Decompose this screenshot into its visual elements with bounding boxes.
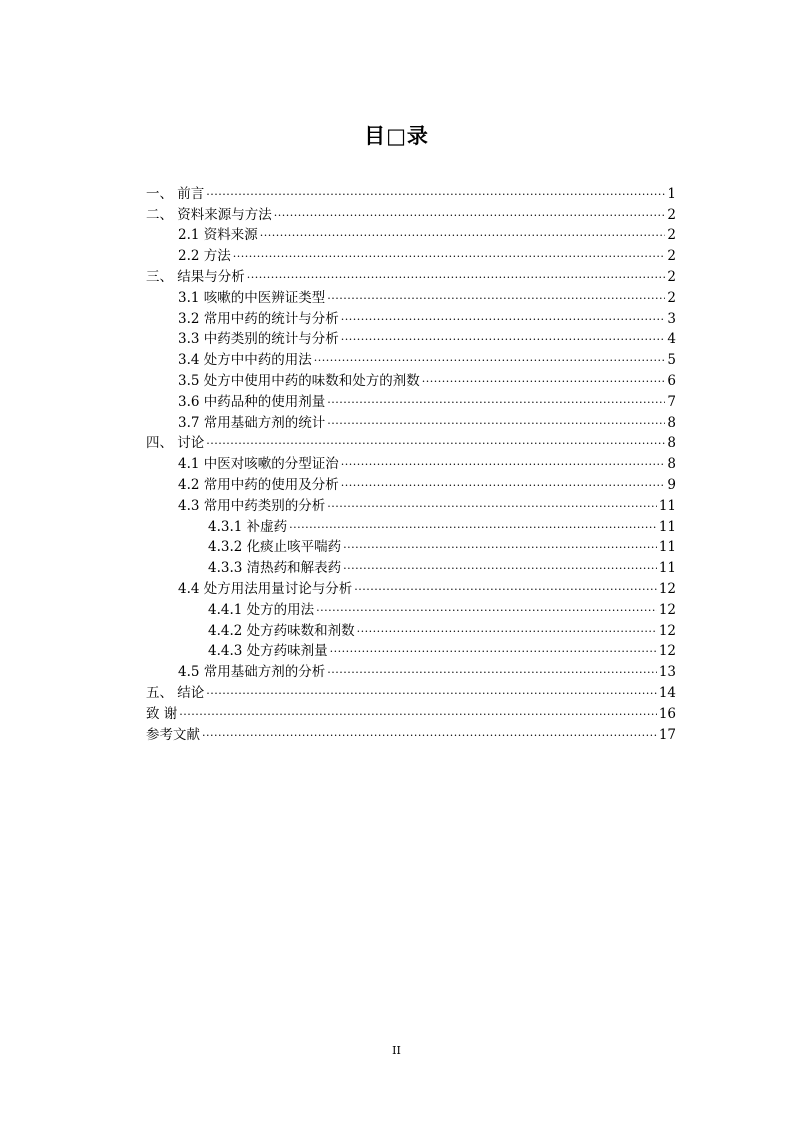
toc-dot-leader (233, 247, 666, 265)
toc-dot-leader (202, 726, 657, 744)
toc-entry[interactable] (146, 203, 676, 224)
toc-entry-page: 3 (667, 310, 676, 327)
toc-entry[interactable] (146, 244, 676, 265)
toc-entry-page: 16 (658, 705, 676, 722)
toc-dot-leader (206, 185, 665, 203)
toc-entry-page: 8 (667, 456, 676, 473)
toc-entry-page: 4 (667, 331, 676, 348)
toc-entry[interactable] (146, 702, 676, 723)
toc-entry-page: 2 (667, 206, 676, 223)
toc-dot-leader (341, 476, 666, 494)
toc-entry-label: 3.5 处方中使用中药的味数和处方的剂数 (178, 372, 420, 389)
toc-entry-label: 4.3.1 补虚药 (208, 518, 288, 535)
toc-entry-page: 13 (658, 664, 676, 681)
toc-entry[interactable] (146, 619, 676, 640)
toc-entry-label: 3.2 常用中药的统计与分析 (178, 310, 339, 327)
toc-entry-label: 致 谢 (146, 705, 178, 722)
toc-dot-leader (327, 289, 665, 307)
toc-entry[interactable] (146, 452, 676, 473)
toc-entry-label: 4.4.2 处方药味数和剂数 (208, 622, 355, 639)
toc-entry[interactable] (146, 224, 676, 245)
toc-entry-label: 4.3.3 清热药和解表药 (208, 560, 342, 577)
toc-entry-label: 三、 结果与分析 (146, 268, 245, 285)
toc-entry[interactable] (146, 286, 676, 307)
toc-dot-leader (330, 642, 657, 660)
page-title: 目□录 (364, 124, 429, 148)
toc-entry[interactable] (146, 182, 676, 203)
toc-entry-page: 11 (658, 560, 676, 577)
toc-dot-leader (343, 538, 657, 556)
page-number: II (392, 1044, 401, 1057)
toc-entry-label: 4.4.1 处方的用法 (208, 601, 315, 618)
toc-entry-label: 3.3 中药类别的统计与分析 (178, 331, 339, 348)
toc-dot-leader (327, 414, 665, 432)
toc-entry-page: 12 (658, 580, 676, 597)
toc-entry[interactable] (146, 307, 676, 328)
toc-dot-leader (343, 559, 657, 577)
toc-entry-page: 2 (667, 268, 676, 285)
toc-entry-page: 12 (658, 622, 676, 639)
toc-dot-leader (327, 663, 657, 681)
toc-entry[interactable] (146, 536, 676, 557)
toc-entry-label: 3.7 常用基础方剂的统计 (178, 414, 326, 431)
toc-entry[interactable] (146, 411, 676, 432)
toc-dot-leader (327, 497, 657, 515)
toc-entry-label: 参考文献 (146, 726, 200, 743)
toc-entry-label: 四、 讨论 (146, 435, 205, 452)
toc-dot-leader (341, 455, 666, 473)
toc-entry-page: 12 (658, 643, 676, 660)
toc-entry-page: 8 (667, 435, 676, 452)
toc-dot-leader (206, 684, 657, 702)
toc-dot-leader (422, 372, 666, 390)
toc-entry-label: 4.2 常用中药的使用及分析 (178, 476, 339, 493)
toc-entry-label: 3.1 咳嗽的中医辨证类型 (178, 289, 326, 306)
toc-dot-leader (314, 351, 666, 369)
toc-entry-page: 8 (667, 414, 676, 431)
toc-entry[interactable] (146, 494, 676, 515)
toc-entry-page: 14 (658, 684, 676, 701)
toc-dot-leader (357, 622, 657, 640)
toc-entry[interactable] (146, 577, 676, 598)
toc-entry-page: 5 (667, 352, 676, 369)
toc-entry-label: 4.3 常用中药类别的分析 (178, 497, 326, 514)
toc-entry-page: 12 (658, 601, 676, 618)
toc-entry-label: 4.5 常用基础方剂的分析 (178, 664, 326, 681)
toc-entry-page: 9 (667, 476, 676, 493)
toc-entry[interactable] (146, 556, 676, 577)
toc-entry-label: 3.6 中药品种的使用剂量 (178, 393, 326, 410)
toc-entry-label: 2.1 资料来源 (178, 227, 258, 244)
toc-entry-page: 2 (667, 248, 676, 265)
toc-entry[interactable] (146, 473, 676, 494)
toc-entry[interactable] (146, 369, 676, 390)
toc-entry-label: 一、 前言 (146, 185, 205, 202)
toc-entry-label: 3.4 处方中中药的用法 (178, 352, 312, 369)
toc-entry[interactable] (146, 723, 676, 744)
toc-entry-label: 4.1 中医对咳嗽的分型证治 (178, 456, 339, 473)
toc-entry-label: 2.2 方法 (178, 248, 231, 265)
toc-entry-page: 11 (658, 497, 676, 514)
toc-dot-leader (179, 705, 657, 723)
toc-dot-leader (274, 206, 666, 224)
toc-entry[interactable] (146, 515, 676, 536)
toc-entry[interactable] (146, 598, 676, 619)
toc-entry-page: 7 (667, 393, 676, 410)
toc-dot-leader (247, 268, 666, 286)
toc-entry-label: 4.4 处方用法用量讨论与分析 (178, 580, 353, 597)
toc-entry-page: 11 (658, 539, 676, 556)
toc-entry-page: 11 (658, 518, 676, 535)
toc-entry-page: 2 (667, 289, 676, 306)
toc-dot-leader (260, 226, 666, 244)
toc-dot-leader (316, 601, 657, 619)
toc-entry[interactable] (146, 328, 676, 349)
toc-entry-label: 五、 结论 (146, 684, 205, 701)
toc-entry-page: 1 (667, 185, 676, 202)
toc-entry-page: 6 (667, 372, 676, 389)
toc-entry[interactable] (146, 660, 676, 681)
toc-entry[interactable] (146, 432, 676, 453)
toc-entry[interactable] (146, 390, 676, 411)
toc-dot-leader (289, 518, 657, 536)
toc-dot-leader (354, 580, 657, 598)
toc-entry[interactable] (146, 640, 676, 661)
toc-entry[interactable] (146, 265, 676, 286)
toc-entry-label: 4.4.3 处方药味剂量 (208, 643, 328, 660)
table-of-contents (146, 182, 676, 744)
toc-entry[interactable] (146, 681, 676, 702)
toc-dot-leader (341, 330, 666, 348)
toc-entry[interactable] (146, 348, 676, 369)
toc-dot-leader (327, 393, 665, 411)
toc-entry-page: 2 (667, 227, 676, 244)
toc-entry-label: 4.3.2 化痰止咳平喘药 (208, 539, 342, 556)
toc-entry-label: 二、 资料来源与方法 (146, 206, 272, 223)
toc-entry-page: 17 (658, 726, 676, 743)
toc-dot-leader (341, 310, 666, 328)
toc-dot-leader (206, 434, 665, 452)
